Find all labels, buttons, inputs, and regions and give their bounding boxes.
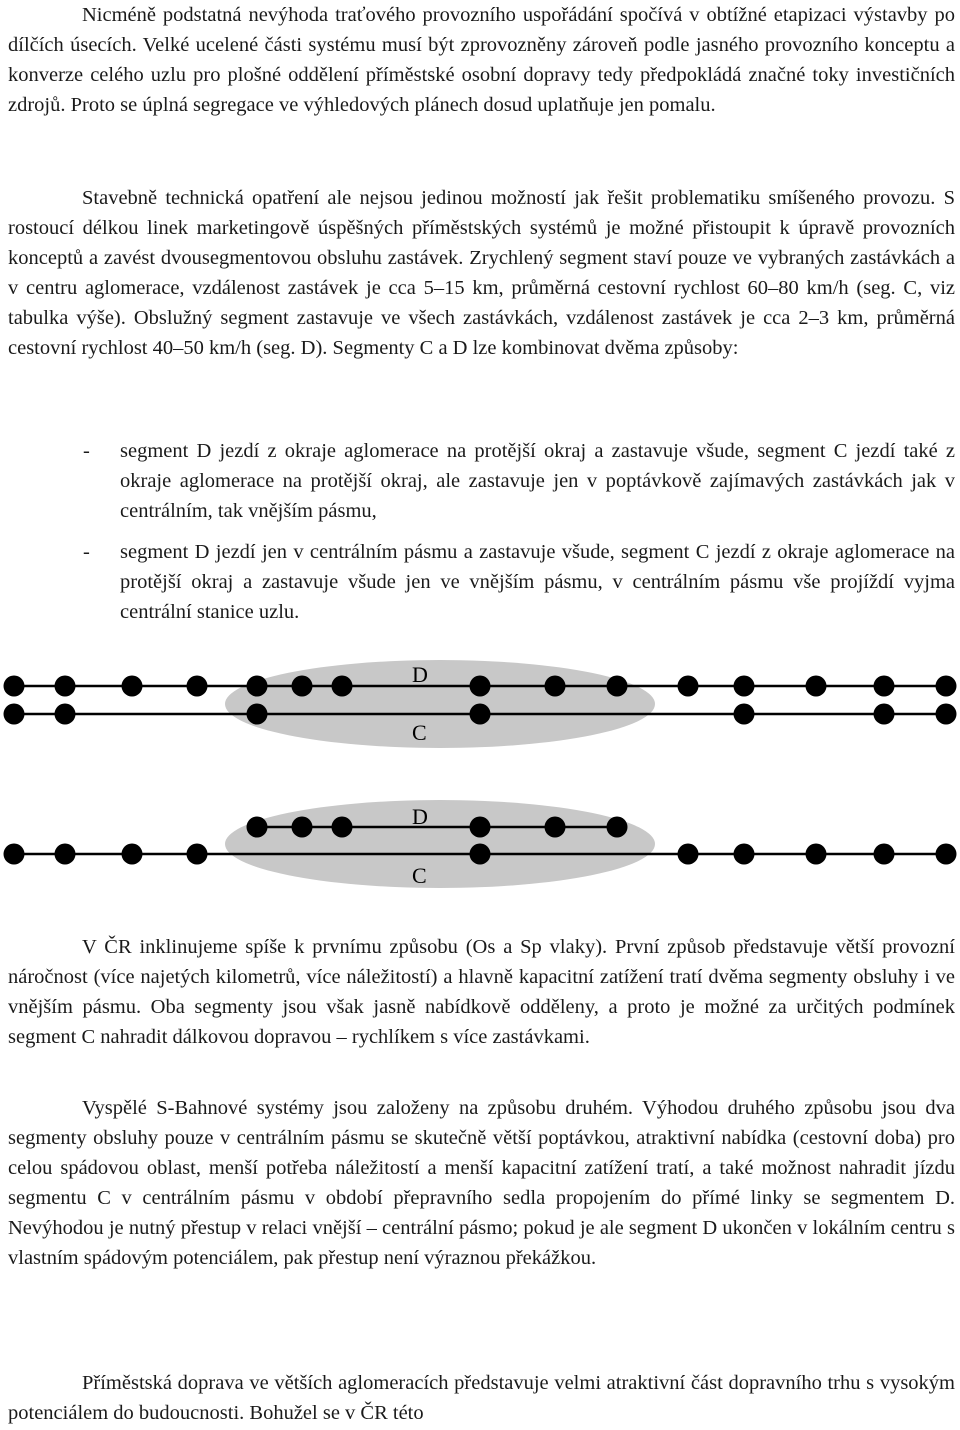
segment-diagram (0, 652, 960, 922)
stop-dot (874, 676, 895, 697)
list-item (8, 436, 955, 526)
paragraph-2: Stavebně technická opatření ale nejsou jedinou možností jak řešit problematiku smíšeného provozu. S rostoucí délkou linek marketingově úspěšných příměstských systémů je možné přistoupit k úpravě provozních konceptů a zavést dvousegmentovou obsluhu zastávek. Zrychlený segment staví pouze ve vybraných zastávkách a v centru aglomerace, vzdálenost zastávek je cca 5–15 km, průměrná cestovní rychlost 60–80 km/h (seg. C, viz tabulka výše). Obslužný segment zastavuje ve všech zastávkách, vzdálenost zastávek je cca 2–3 km, průměrná cestovní rychlost 40–50 km/h (seg. D). Segmenty C a D lze kombinovat dvěma způsoby: (8, 187, 955, 359)
stop-dot (678, 844, 699, 865)
stop-dot (122, 844, 143, 865)
paragraph-5: Příměstská doprava ve větších aglomeracích představuje velmi atraktivní část dopravního trhu s vysokým potenciálem do budoucnosti. Bohužel se v ČR této (8, 1372, 955, 1424)
stop-dot (332, 817, 353, 838)
list-item-text: segment D jezdí jen v centrálním pásmu a zastavuje všude, segment C jezdí z okraje aglomerace na protější okraj a zastavuje všude jen ve vnějším pásmu, v centrálním pásmu vše projíždí vyjma centrální stanice uzlu. (120, 541, 955, 623)
stop-dot (874, 704, 895, 725)
diagram-variant-2 (4, 800, 957, 888)
stop-dot (806, 844, 827, 865)
stop-dot (55, 676, 76, 697)
combination-list (8, 436, 955, 627)
label-d: D (412, 804, 428, 829)
stop-dot (292, 817, 313, 838)
label-c: C (412, 720, 427, 745)
stop-dot (55, 844, 76, 865)
diagram-variant-1 (4, 660, 957, 748)
stop-dot (4, 844, 25, 865)
stop-dot (292, 676, 313, 697)
stop-dot (607, 817, 628, 838)
stop-dot (4, 704, 25, 725)
stop-dot (734, 844, 755, 865)
stop-dot (187, 844, 208, 865)
stop-dot (470, 844, 491, 865)
stop-dot (936, 844, 957, 865)
list-dash: - (83, 541, 90, 563)
stop-dot (122, 676, 143, 697)
label-c: C (412, 863, 427, 888)
stop-dot (607, 676, 628, 697)
stop-dot (247, 676, 268, 697)
stop-dot (55, 704, 76, 725)
stop-dot (936, 704, 957, 725)
stop-dot (332, 676, 353, 697)
paragraph-3: V ČR inklinujeme spíše k prvnímu způsobu (Os a Sp vlaky). První způsob představuje větší provozní náročnost (více najetých kilometrů, více náležitostí) a hlavně kapacitní zatížení tratí dvěma segmenty obsluhy i ve vnějším pásmu. Oba segmenty jsou však jasně nabídkově odděleny, a proto je možné za určitých podmínek segment C nahradit dálkovou dopravou – rychlíkem s více zastávkami. (8, 936, 955, 1048)
stop-dot (470, 676, 491, 697)
stop-dot (4, 676, 25, 697)
stop-dot (734, 704, 755, 725)
stop-dot (678, 676, 699, 697)
stop-dot (734, 676, 755, 697)
list-item-text: segment D jezdí z okraje aglomerace na protější okraj a zastavuje všude, segment C jezdí také z okraje aglomerace na protější okraj, ale zastavuje jen v poptávkově zajímavých zastávkách jak v centrálním, tak vnějším pásmu, (120, 440, 955, 522)
paragraph-4: Vyspělé S-Bahnové systémy jsou založeny na způsobu druhém. Výhodou druhého způsobu jsou dva segmenty obsluhy pouze v centrálním pásmu se skutečně větší poptávkou, atraktivní nabídka (cestovní doba) pro celou spádovou oblast, menší potřeba náležitostí a menší kapacitní zatížení tratí, a také možnost nahradit jízdu segmentu C v centrálním pásmu v období přepravního sedla propojením do přímé linky se segmentem D. Nevýhodou je nutný přestup v relaci vnější – centrální pásmo; pokud je ale segment D ukončen v lokálním centru s vlastním spádovým potenciálem, pak přestup není výraznou překážkou. (8, 1097, 955, 1269)
paragraph-1: Nicméně podstatná nevýhoda traťového provozního uspořádání spočívá v obtížné etapizaci výstavby po dílčích úsecích. Velké ucelené části systému musí být zprovozněny zároveň podle jasného provozního konceptu a konverze celého uzlu pro plošné oddělení příměstské osobní dopravy tedy předpokládá značné toky investičních zdrojů. Proto se úplná segregace ve výhledových plánech dosud uplatňuje jen pomalu. (8, 4, 955, 116)
central-zone-ellipse (225, 800, 655, 888)
stop-dot (247, 817, 268, 838)
central-zone-ellipse (225, 660, 655, 748)
list-item (8, 537, 955, 627)
stop-dot (545, 676, 566, 697)
stop-dot (545, 817, 566, 838)
stop-dot (936, 676, 957, 697)
label-d: D (412, 662, 428, 687)
list-dash: - (83, 440, 90, 462)
stop-dot (247, 704, 268, 725)
stop-dot (187, 676, 208, 697)
stop-dot (470, 817, 491, 838)
stop-dot (470, 704, 491, 725)
stop-dot (806, 676, 827, 697)
stop-dot (874, 844, 895, 865)
